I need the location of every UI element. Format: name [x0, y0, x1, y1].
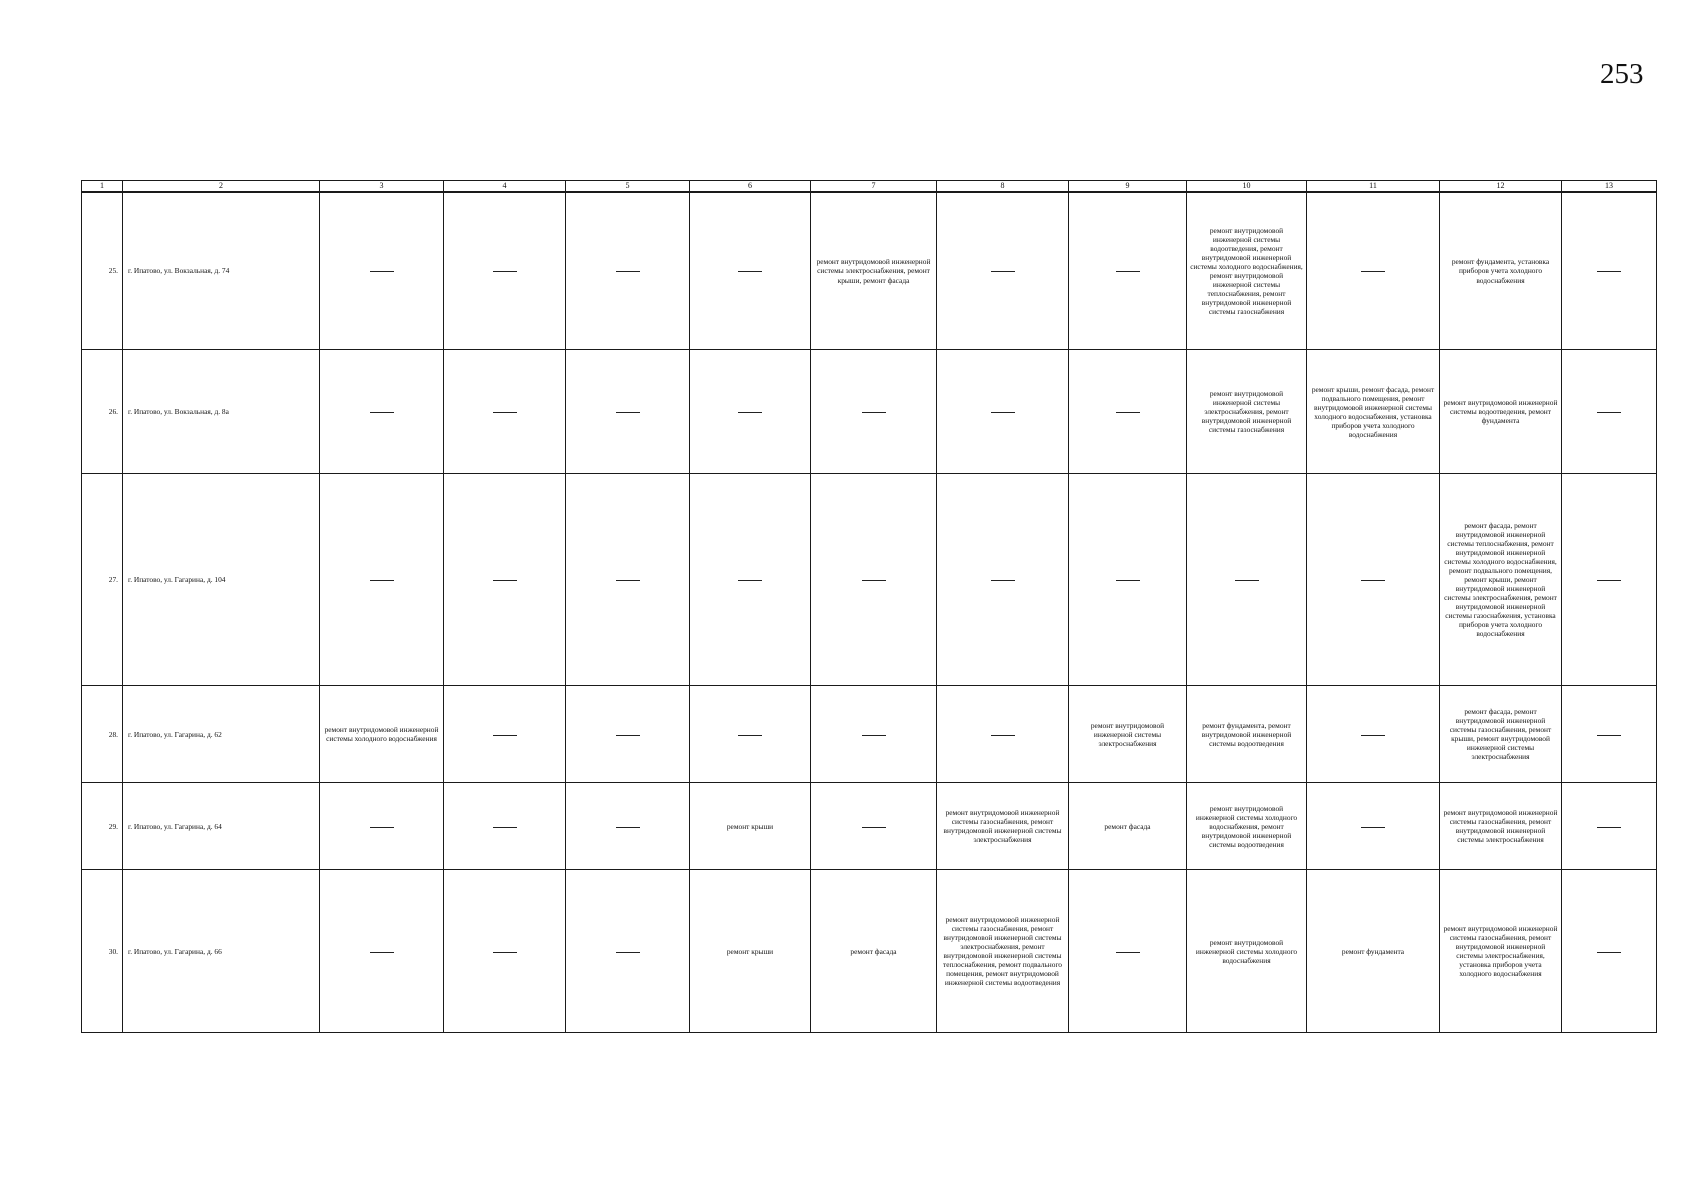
work-type-cell — [566, 192, 690, 350]
page-number: 253 — [1600, 58, 1644, 90]
work-type-cell — [444, 474, 566, 686]
work-type-cell — [1069, 192, 1187, 350]
work-description: ремонт крыши — [726, 821, 774, 831]
work-type-cell — [1440, 474, 1562, 686]
column-number-row — [82, 181, 1657, 192]
work-type-cell — [1440, 870, 1562, 1033]
empty-dash — [616, 952, 640, 953]
empty-dash — [493, 412, 517, 413]
work-type-cell — [320, 783, 444, 870]
empty-dash — [738, 271, 762, 272]
column-number: 12 — [1440, 181, 1562, 192]
work-type-cell — [1069, 783, 1187, 870]
empty-dash — [616, 827, 640, 828]
work-type-cell — [937, 192, 1069, 350]
column-number: 1 — [82, 181, 123, 192]
work-type-cell — [1562, 192, 1657, 350]
work-type-cell — [1187, 350, 1307, 474]
row-number: 30. — [108, 946, 118, 956]
work-description: ремонт фундамента, ремонт внутридомовой инженерной системы водоотведения — [1201, 720, 1292, 748]
row-number-cell — [82, 192, 123, 350]
row-number-cell — [82, 686, 123, 783]
empty-dash — [991, 271, 1015, 272]
work-type-cell — [937, 870, 1069, 1033]
work-type-cell — [566, 783, 690, 870]
work-type-cell — [320, 870, 444, 1033]
empty-dash — [991, 735, 1015, 736]
empty-dash — [862, 580, 886, 581]
address-text: г. Ипатово, ул. Гагарина, д. 62 — [128, 729, 222, 739]
work-description: ремонт крыши, ремонт фасада, ремонт подвального помещения, ремонт внутридомовой инженерной системы холодного водоснабжения, установка приборов учета холодного водоснабжения — [1311, 384, 1435, 439]
work-type-cell — [811, 686, 937, 783]
column-number: 4 — [444, 181, 566, 192]
work-type-cell — [811, 783, 937, 870]
work-type-cell — [690, 686, 811, 783]
empty-dash — [370, 412, 394, 413]
column-number: 13 — [1562, 181, 1657, 192]
work-type-cell — [444, 783, 566, 870]
empty-dash — [1597, 271, 1621, 272]
work-type-cell — [1069, 474, 1187, 686]
column-number: 3 — [320, 181, 444, 192]
empty-dash — [370, 271, 394, 272]
row-number-cell — [82, 783, 123, 870]
row-number: 28. — [108, 729, 118, 739]
empty-dash — [1597, 412, 1621, 413]
address-text: г. Ипатово, ул. Гагарина, д. 66 — [128, 946, 222, 956]
address-text: г. Ипатово, ул. Вокзальная, д. 8а — [128, 407, 229, 417]
column-number: 7 — [811, 181, 937, 192]
work-description: ремонт фасада, ремонт внутридомовой инженерной системы газоснабжения, ремонт крыши, ремонт внутридомовой инженерной системы электроснабжения — [1449, 707, 1552, 762]
empty-dash — [493, 735, 517, 736]
work-type-cell — [690, 192, 811, 350]
work-type-cell — [320, 350, 444, 474]
empty-dash — [370, 580, 394, 581]
work-type-cell — [1187, 870, 1307, 1033]
work-type-cell — [1187, 192, 1307, 350]
address-text: г. Ипатово, ул. Гагарина, д. 104 — [128, 575, 226, 585]
work-description: ремонт фундамента, установка приборов учета холодного водоснабжения — [1451, 257, 1550, 285]
empty-dash — [1597, 735, 1621, 736]
work-type-cell — [811, 474, 937, 686]
work-type-cell — [1187, 783, 1307, 870]
work-type-cell — [1187, 686, 1307, 783]
empty-dash — [1597, 952, 1621, 953]
work-type-cell — [1440, 783, 1562, 870]
work-type-cell — [1307, 474, 1440, 686]
work-type-cell — [1069, 350, 1187, 474]
work-type-cell — [690, 350, 811, 474]
work-description: ремонт внутридомовой инженерной системы электроснабжения — [1090, 720, 1165, 748]
work-type-cell — [690, 870, 811, 1033]
empty-dash — [1116, 271, 1140, 272]
column-number: 5 — [566, 181, 690, 192]
work-type-cell — [444, 192, 566, 350]
table-row — [82, 350, 1657, 474]
work-type-cell — [1307, 350, 1440, 474]
address-cell — [123, 870, 320, 1033]
work-type-cell — [1307, 686, 1440, 783]
address-text: г. Ипатово, ул. Вокзальная, д. 74 — [128, 266, 230, 276]
work-type-cell — [320, 474, 444, 686]
empty-dash — [493, 580, 517, 581]
empty-dash — [616, 735, 640, 736]
empty-dash — [1597, 827, 1621, 828]
work-type-cell — [566, 870, 690, 1033]
empty-dash — [862, 735, 886, 736]
work-type-cell — [811, 870, 937, 1033]
address-cell — [123, 350, 320, 474]
work-type-cell — [1307, 192, 1440, 350]
work-type-cell — [566, 350, 690, 474]
column-number: 9 — [1069, 181, 1187, 192]
work-description: ремонт внутридомовой инженерной системы водоотведения, ремонт фундамента — [1443, 398, 1558, 426]
work-type-cell — [690, 474, 811, 686]
table-row — [82, 474, 1657, 686]
work-description: ремонт внутридомовой инженерной системы газоснабжения, ремонт внутридомовой инженерной системы электроснабжения — [1443, 808, 1558, 845]
work-description: ремонт фундамента — [1341, 946, 1405, 956]
empty-dash — [1235, 580, 1259, 581]
work-type-cell — [444, 686, 566, 783]
row-number: 25. — [108, 266, 118, 276]
work-type-cell — [1069, 870, 1187, 1033]
empty-dash — [738, 580, 762, 581]
row-number-cell — [82, 474, 123, 686]
table-row — [82, 783, 1657, 870]
work-type-cell — [1069, 686, 1187, 783]
work-type-cell — [1440, 192, 1562, 350]
work-description: ремонт фасада, ремонт внутридомовой инженерной системы теплоснабжения, ремонт внутридомовой инженерной системы холодного водоснабжения, ремонт подвального помещения, ремонт крыши, ремонт внутридомовой инженерной системы электроснабжения, ремонт внутридомовой инженерной системы газоснабжения, установка приборов учета холодного водоснабжения — [1444, 521, 1557, 639]
address-cell — [123, 192, 320, 350]
address-cell — [123, 783, 320, 870]
table-row — [82, 686, 1657, 783]
empty-dash — [616, 271, 640, 272]
empty-dash — [370, 952, 394, 953]
empty-dash — [1597, 580, 1621, 581]
table-row — [82, 870, 1657, 1033]
empty-dash — [1116, 952, 1140, 953]
work-type-cell — [937, 474, 1069, 686]
row-number-cell — [82, 350, 123, 474]
work-type-cell — [1187, 474, 1307, 686]
repair-schedule-table — [81, 180, 1657, 1033]
column-number: 6 — [690, 181, 811, 192]
empty-dash — [616, 580, 640, 581]
empty-dash — [1361, 580, 1385, 581]
work-type-cell — [444, 350, 566, 474]
work-description: ремонт внутридомовой инженерной системы электроснабжения, ремонт внутридомовой инженерной системы газоснабжения — [1201, 389, 1292, 435]
empty-dash — [1116, 580, 1140, 581]
empty-dash — [862, 827, 886, 828]
work-type-cell — [1562, 686, 1657, 783]
work-type-cell — [566, 686, 690, 783]
empty-dash — [1361, 735, 1385, 736]
work-type-cell — [1562, 474, 1657, 686]
work-type-cell — [1562, 783, 1657, 870]
empty-dash — [370, 827, 394, 828]
work-type-cell — [690, 783, 811, 870]
work-description: ремонт фасада — [850, 946, 897, 956]
empty-dash — [493, 271, 517, 272]
column-number: 10 — [1187, 181, 1307, 192]
work-type-cell — [937, 686, 1069, 783]
empty-dash — [991, 580, 1015, 581]
empty-dash — [1361, 827, 1385, 828]
column-number: 11 — [1307, 181, 1440, 192]
table-body — [82, 192, 1657, 1033]
work-description: ремонт внутридомовой инженерной системы холодного водоснабжения — [324, 725, 439, 744]
work-type-cell — [937, 350, 1069, 474]
row-number: 26. — [108, 407, 118, 417]
address-cell — [123, 474, 320, 686]
work-description: ремонт внутридомовой инженерной системы водоотведения, ремонт внутридомовой инженерной системы холодного водоснабжения, ремонт внутридомовой инженерной системы теплоснабжения, ремонт внутридомовой инженерной системы газоснабжения — [1190, 225, 1303, 317]
empty-dash — [1116, 412, 1140, 413]
empty-dash — [738, 412, 762, 413]
column-number: 2 — [123, 181, 320, 192]
empty-dash — [862, 412, 886, 413]
work-type-cell — [1440, 686, 1562, 783]
work-type-cell — [1307, 870, 1440, 1033]
work-description: ремонт внутридомовой инженерной системы электроснабжения, ремонт крыши, ремонт фасада — [816, 257, 931, 285]
work-type-cell — [1562, 870, 1657, 1033]
table-row — [82, 192, 1657, 350]
column-number: 8 — [937, 181, 1069, 192]
row-number-cell — [82, 870, 123, 1033]
work-type-cell — [1440, 350, 1562, 474]
work-type-cell — [566, 474, 690, 686]
work-type-cell — [811, 350, 937, 474]
work-type-cell — [444, 870, 566, 1033]
work-description: ремонт внутридомовой инженерной системы холодного водоснабжения, ремонт внутридомовой инженерной системы водоотведения — [1195, 803, 1298, 849]
empty-dash — [616, 412, 640, 413]
empty-dash — [738, 735, 762, 736]
work-type-cell — [937, 783, 1069, 870]
work-type-cell — [1307, 783, 1440, 870]
row-number: 27. — [108, 575, 118, 585]
work-description: ремонт внутридомовой инженерной системы холодного водоснабжения — [1195, 937, 1298, 965]
address-text: г. Ипатово, ул. Гагарина, д. 64 — [128, 821, 222, 831]
empty-dash — [1361, 271, 1385, 272]
empty-dash — [991, 412, 1015, 413]
work-description: ремонт внутридомовой инженерной системы газоснабжения, ремонт внутридомовой инженерной системы электроснабжения, установка приборов учета холодного водоснабжения — [1443, 924, 1558, 979]
row-number: 29. — [108, 821, 118, 831]
work-type-cell — [811, 192, 937, 350]
empty-dash — [493, 827, 517, 828]
work-description: ремонт внутридомовой инженерной системы газоснабжения, ремонт внутридомовой инженерной системы электроснабжения — [943, 808, 1062, 845]
work-type-cell — [320, 686, 444, 783]
work-description: ремонт крыши — [726, 946, 774, 956]
work-description: ремонт фасада — [1104, 821, 1151, 831]
work-type-cell — [1562, 350, 1657, 474]
address-cell — [123, 686, 320, 783]
work-type-cell — [320, 192, 444, 350]
work-description: ремонт внутридомовой инженерной системы газоснабжения, ремонт внутридомовой инженерной системы электроснабжения, ремонт внутридомовой инженерной системы теплоснабжения, ремонт подвального помещения, ремонт внутридомовой инженерной системы водоотведения — [943, 915, 1062, 988]
empty-dash — [493, 952, 517, 953]
